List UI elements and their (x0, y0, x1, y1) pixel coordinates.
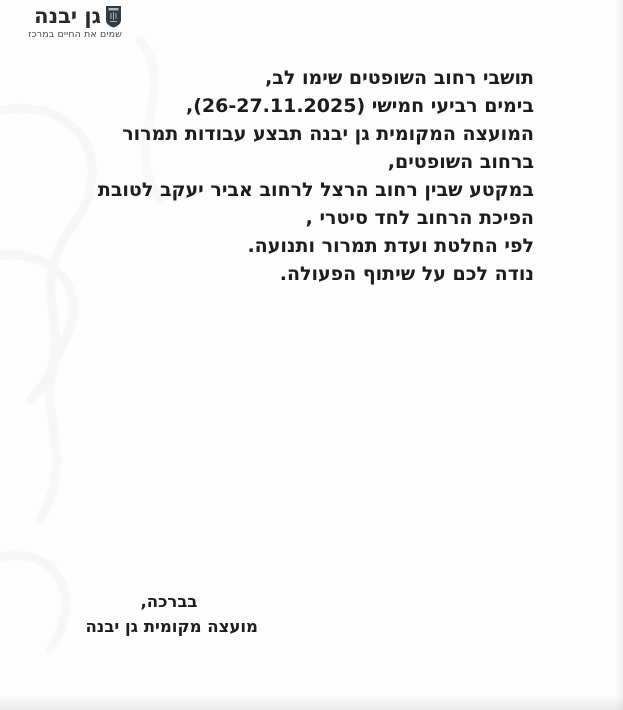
date-paragraph (90, 92, 534, 120)
logo-title: גן יבנה (34, 4, 101, 28)
thanks-paragraph (90, 260, 534, 288)
scan-edge-bottom (0, 698, 623, 710)
scan-edge-right (616, 0, 623, 710)
section-line-2: הפיכת הרחוב לחד סיטרי , (305, 207, 534, 229)
municipal-crest-icon (105, 5, 122, 28)
salutation-line: תושבי רחוב השופטים שימו לב, (265, 67, 534, 89)
works-line-1: המועצה המקומית גן יבנה תבצע עבודות תמרור (122, 123, 534, 145)
logo-row (12, 4, 122, 28)
letter-body (90, 64, 534, 288)
salutation-paragraph (90, 64, 534, 92)
signature-line: מועצה מקומית גן יבנה (85, 617, 258, 636)
logo-block (12, 4, 122, 40)
closing-line: בברכה, (140, 592, 198, 611)
section-line-1: במקטע שבין רחוב הרצל לרחוב אביר יעקב לטובת (97, 179, 534, 201)
thanks-line: נודה לכם על שיתוף הפעולה. (279, 263, 534, 285)
decision-line: לפי החלטת ועדת תמרור ותנועה. (247, 235, 534, 257)
works-line-2: ברחוב השופטים, (387, 151, 534, 173)
section-paragraph (90, 176, 534, 232)
signature-block (80, 589, 258, 639)
logo-tagline: שמים את החיים במרכז (28, 29, 122, 40)
decision-paragraph (90, 232, 534, 260)
works-paragraph (90, 120, 534, 176)
date-line: בימים רביעי חמישי (26-27.11.2025), (186, 95, 534, 117)
